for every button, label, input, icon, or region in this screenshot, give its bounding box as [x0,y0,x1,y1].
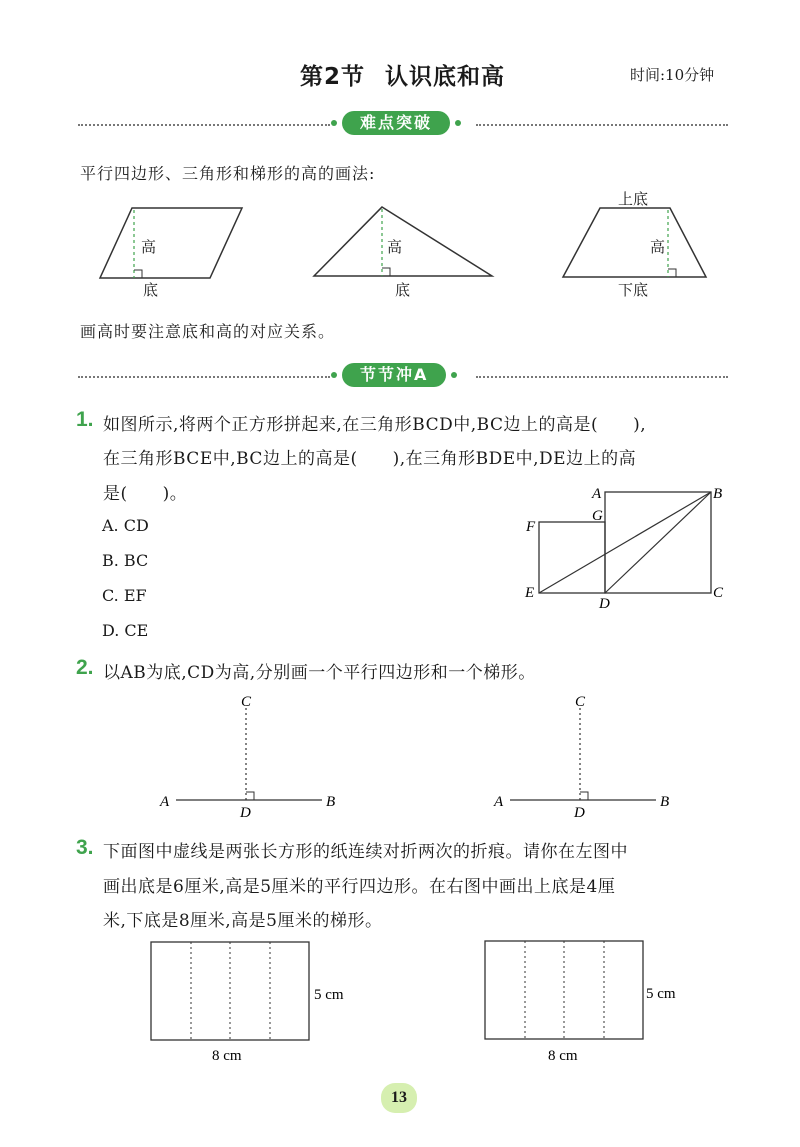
q3-text-line2: 画出底是6厘米,高是5厘米的平行四边形。在右图中画出上底是4厘 [103,877,616,897]
section-intro: 平行四边形、三角形和梯形的高的画法: [80,164,376,183]
point-a-label: A [592,486,602,502]
q2-text: 以AB为底,CD为高,分别画一个平行四边形和一个梯形。 [103,663,536,683]
segment-db [605,492,711,593]
section2-divider-right [476,376,728,378]
right-right-angle [580,792,588,800]
trapezoid-top-base-label: 上底 [618,190,649,208]
section-divider-right [476,124,728,126]
section-divider-left [78,124,330,126]
left-point-c: C [241,694,252,710]
time-limit: 时间:10分钟 [630,66,715,84]
page-number: 13 [381,1083,417,1113]
q3-number: 3. [76,836,94,859]
right-point-d: D [574,805,585,820]
q3-text-line1: 下面图中虚线是两张长方形的纸连续对折两次的折痕。请你在左图中 [103,842,628,862]
triangle-right-angle [382,268,390,276]
segment-eb [539,492,711,593]
left-point-d: D [240,805,251,820]
q2-number: 2. [76,656,94,679]
point-g-label: G [592,508,603,524]
left-point-b: B [326,794,336,810]
trapezoid-height-label: 高 [650,238,666,256]
point-f-label: F [526,519,536,535]
left-right-angle [246,792,254,800]
point-b-label: B [713,486,723,502]
triangle-base-label: 底 [395,281,411,299]
point-e-label: E [525,585,535,601]
right-height-label: 5 cm [646,986,676,1002]
parallelogram-shape [100,208,242,278]
q1-option-d[interactable]: D. CE [102,621,149,640]
q1-text-line1: 如图所示,将两个正方形拼起来,在三角形BCD中,BC边上的高是( ), [103,415,647,435]
left-paper-rect [151,942,309,1040]
right-point-b: B [660,794,670,810]
parallelogram-base-label: 底 [143,281,159,299]
q2-drawing-area [0,690,800,820]
q1-text-line3: 是( )。 [103,484,188,504]
left-height-label: 5 cm [314,987,344,1003]
title-text: 认识底和高 [385,64,506,90]
q1-option-a[interactable]: A. CD [102,516,149,535]
q1-option-c[interactable]: C. EF [102,586,147,605]
section-pill-difficult: 难点突破 [342,111,450,135]
left-point-a: A [160,794,170,810]
triangle-shape [314,207,492,276]
point-c-label: C [713,585,724,601]
section-pill-practice: 节节冲A [342,363,446,387]
right-width-label: 8 cm [548,1048,578,1064]
right-paper-rect [485,941,643,1039]
section2-divider-left [78,376,330,378]
right-point-a: A [494,794,504,810]
q1-text-line2: 在三角形BCE中,BC边上的高是( ),在三角形BDE中,DE边上的高 [103,449,637,469]
q1-squares-figure [0,480,800,620]
q3-paper-figures [0,930,800,1070]
title-section-number: 第2节 [300,64,366,90]
q1-number: 1. [76,408,94,431]
section-note: 画高时要注意底和高的对应关系。 [80,322,336,341]
parallelogram-right-angle [134,270,142,278]
parallelogram-height-label: 高 [141,238,157,256]
trapezoid-bottom-base-label: 下底 [618,281,649,299]
trapezoid-right-angle [668,269,676,277]
point-d-label: D [599,596,610,612]
page-title [300,58,505,91]
small-square [539,522,605,593]
right-point-c: C [575,694,586,710]
left-width-label: 8 cm [212,1048,242,1064]
triangle-height-label: 高 [387,238,403,256]
q3-text-line3: 米,下底是8厘米,高是5厘米的梯形。 [103,911,383,931]
q1-option-b[interactable]: B. BC [102,551,149,570]
trapezoid-shape [563,208,706,277]
